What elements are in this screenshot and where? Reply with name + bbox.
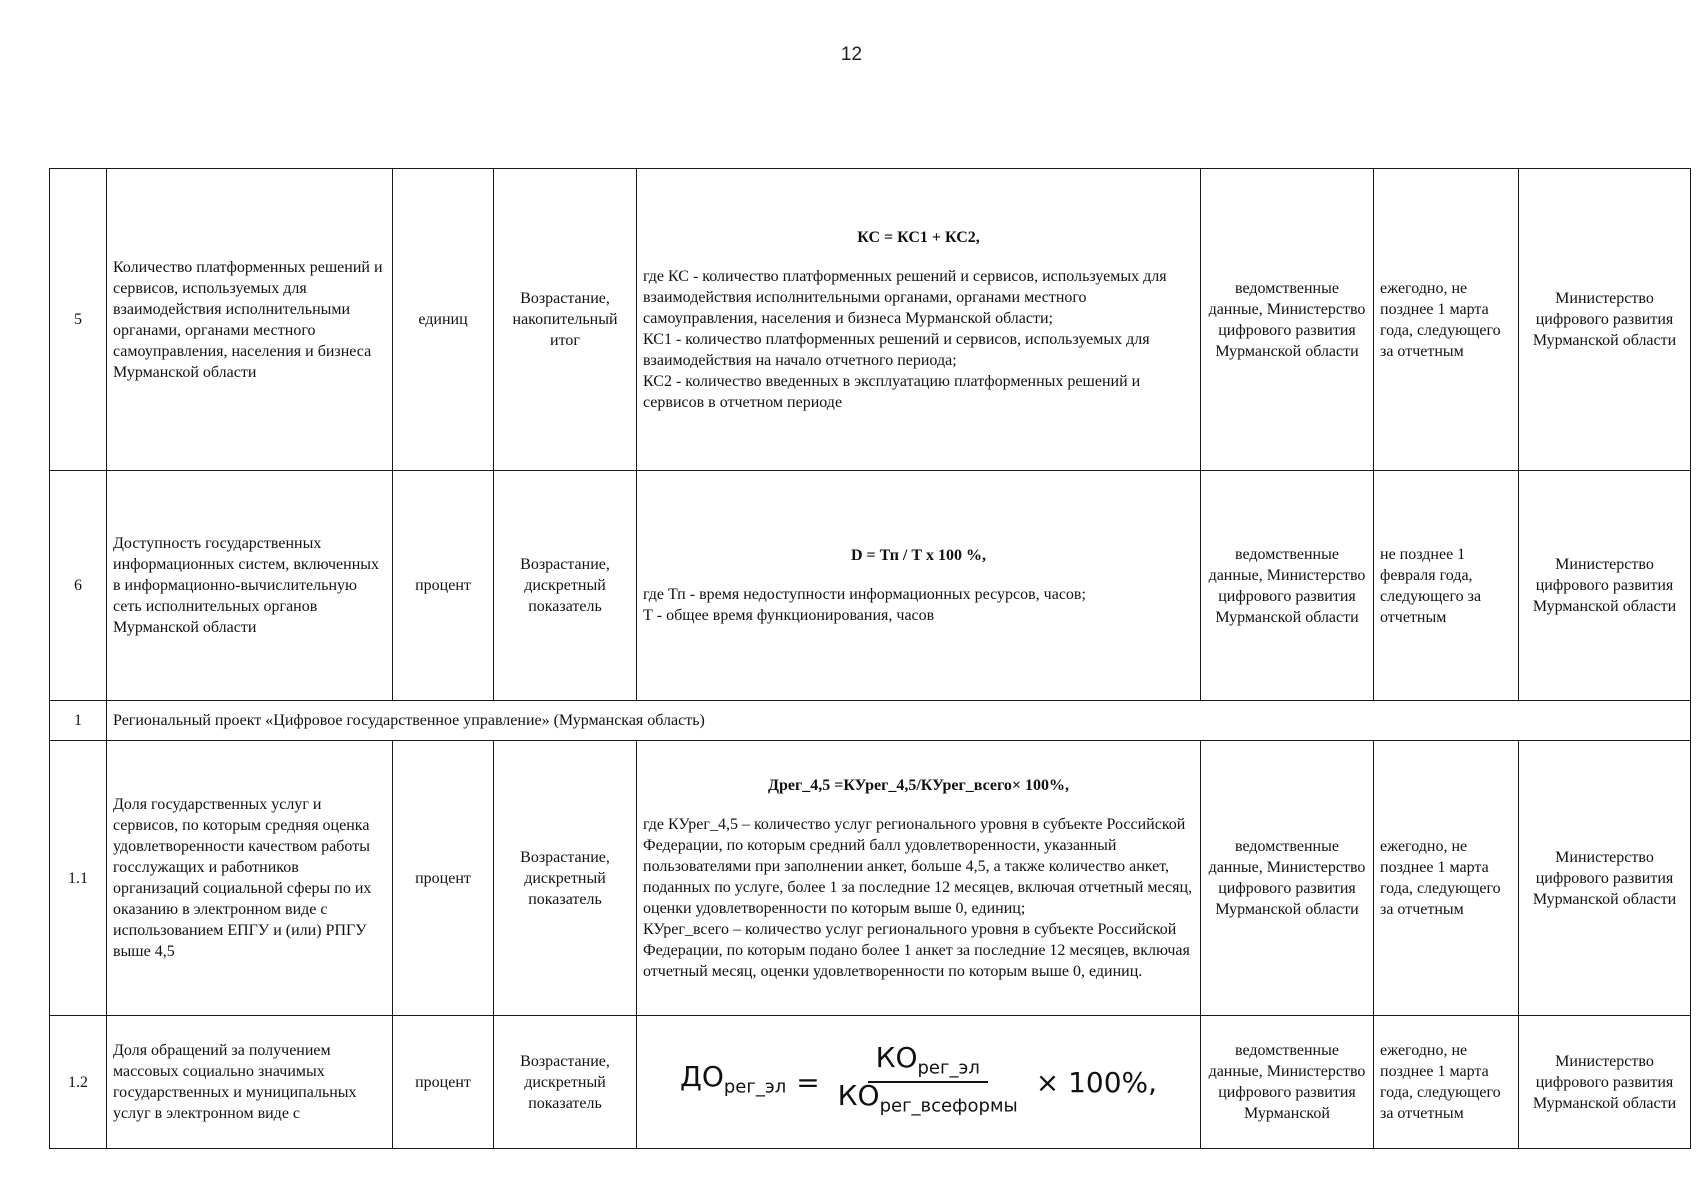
formula: D = Тп / Т х 100 %, [850, 547, 987, 564]
indicator-name: Доля государственных услуг и сервисов, по которым средняя оценка удовлетворенности качеством работы госслужащих и работников организаций социальной сферы по их оказанию в электронном виде с использованием ЕПГУ и (или) РПГУ выше 4,5 [107, 741, 393, 1016]
formula-description: КС1 - количество платформенных решений и сервисов, используемых для взаимодействия на начало отчетного периода; [643, 330, 1150, 369]
deadline: ежегодно, не позднее 1 марта года, следующего за отчетным [1374, 169, 1519, 471]
data-source: ведомственные данные, Министерство цифрового развития Мурманской области [1201, 169, 1374, 471]
project-row [50, 701, 1691, 741]
equals-sign: = [796, 1065, 820, 1099]
unit-cell: единиц [393, 169, 494, 471]
formula: Дрег_4,5 =КУрег_4,5/КУрег_всего× 100%, [767, 776, 1069, 794]
data-source: ведомственные данные, Министерство цифрового развития Мурманской [1201, 1016, 1374, 1149]
row-number: 5 [50, 169, 107, 471]
method-cell [637, 1016, 1201, 1149]
method-cell [637, 471, 1201, 701]
formula-description: где КС - количество платформенных решений и сервисов, используемых для взаимодействия исполнительными органами, органами местного самоуправления, населения и бизнеса Мурманской области; [643, 267, 1167, 327]
project-title: Региональный проект «Цифровое государственное управление» (Мурманская область) [107, 701, 1691, 741]
indicator-type: Возрастание, дискретный показатель [494, 1016, 637, 1149]
responsible: Министерство цифрового развития Мурманской области [1519, 741, 1691, 1016]
page-number: 12 [840, 44, 863, 65]
deadline: ежегодно, не позднее 1 марта года, следующего за отчетным [1374, 1016, 1519, 1149]
table-row [50, 169, 1691, 471]
method-cell [637, 169, 1201, 471]
unit-cell: процент [393, 471, 494, 701]
deadline: ежегодно, не позднее 1 марта года, следующего за отчетным [1374, 741, 1519, 1016]
row-number: 1.1 [50, 741, 107, 1016]
indicators-table [49, 168, 1691, 1149]
formula-tail: × 100%, [1035, 1065, 1158, 1099]
row-number: 1 [50, 701, 107, 741]
data-source: ведомственные данные, Министерство цифрового развития Мурманской области [1201, 741, 1374, 1016]
formula-description: КС2 - количество введенных в эксплуатацию платформенных решений и сервисов в отчетном периоде [643, 372, 1141, 411]
fraction-numerator: $КО_{рег\_эл}$ [868, 1047, 988, 1083]
responsible: Министерство цифрового развития Мурманской области [1519, 169, 1691, 471]
table-row [50, 471, 1691, 701]
unit-cell: процент [393, 741, 494, 1016]
formula: КС = КС1 + КС2, [857, 228, 980, 246]
row-number: 6 [50, 471, 107, 701]
fraction-denominator: $КО_{рег\_всеформы}$ [837, 1079, 1018, 1117]
indicator-type: Возрастание, дискретный показатель [494, 471, 637, 701]
formula-description: КУрег_всего – количество услуг регионального уровня в субъекте Российской Федерации, по которым подано более 1 анкет за последние 12 месяцев, включая отчетный месяц, оценки удовлетворенности по которым выше 0, единиц. [643, 920, 1190, 980]
deadline: не позднее 1 февраля года, следующего за отчетным [1374, 471, 1519, 701]
indicator-type: Возрастание, дискретный показатель [494, 741, 637, 1016]
unit-cell: процент [393, 1016, 494, 1149]
row-number: 1.2 [50, 1016, 107, 1149]
indicator-name: Доля обращений за получением массовых социально значимых государственных и муниципальных услуг в электронном виде с [107, 1016, 393, 1149]
table-row [50, 1016, 1691, 1149]
formula-description: Т - общее время функционирования, часов [643, 607, 935, 624]
data-source: ведомственные данные, Министерство цифрового развития Мурманской области [1201, 471, 1374, 701]
responsible: Министерство цифрового развития Мурманской области [1519, 1016, 1691, 1149]
indicator-type: Возрастание, накопительный итог [494, 169, 637, 471]
formula-description: где Тп - время недоступности информационных ресурсов, часов; [643, 586, 1086, 603]
indicator-name: Доступность государственных информационных систем, включенных в информационно-вычислительную сеть исполнительных органов Мурманской области [107, 471, 393, 701]
method-cell [637, 741, 1201, 1016]
indicator-name: Количество платформенных решений и сервисов, используемых для взаимодействия исполнительными органами, органами местного самоуправления, населения и бизнеса Мурманской области [107, 169, 393, 471]
table-row [50, 741, 1691, 1016]
formula-description: где КУрег_4,5 – количество услуг регионального уровня в субъекте Российской Федерации, по которым средний балл удовлетворенности, указанный пользователями при заполнении анкет, больше 4,5, а также количество анкет, поданных по услуге, более 1 за последние 12 месяцев, включая отчетный месяц, оценки удовлетворенности по которым выше 0, единиц; [643, 815, 1193, 917]
fraction [830, 1041, 1026, 1117]
responsible: Министерство цифрового развития Мурманской области [1519, 471, 1691, 701]
formula-lhs: $ДО_{рег\_эл}$ [679, 1060, 787, 1098]
fraction-formula [643, 1041, 1194, 1117]
